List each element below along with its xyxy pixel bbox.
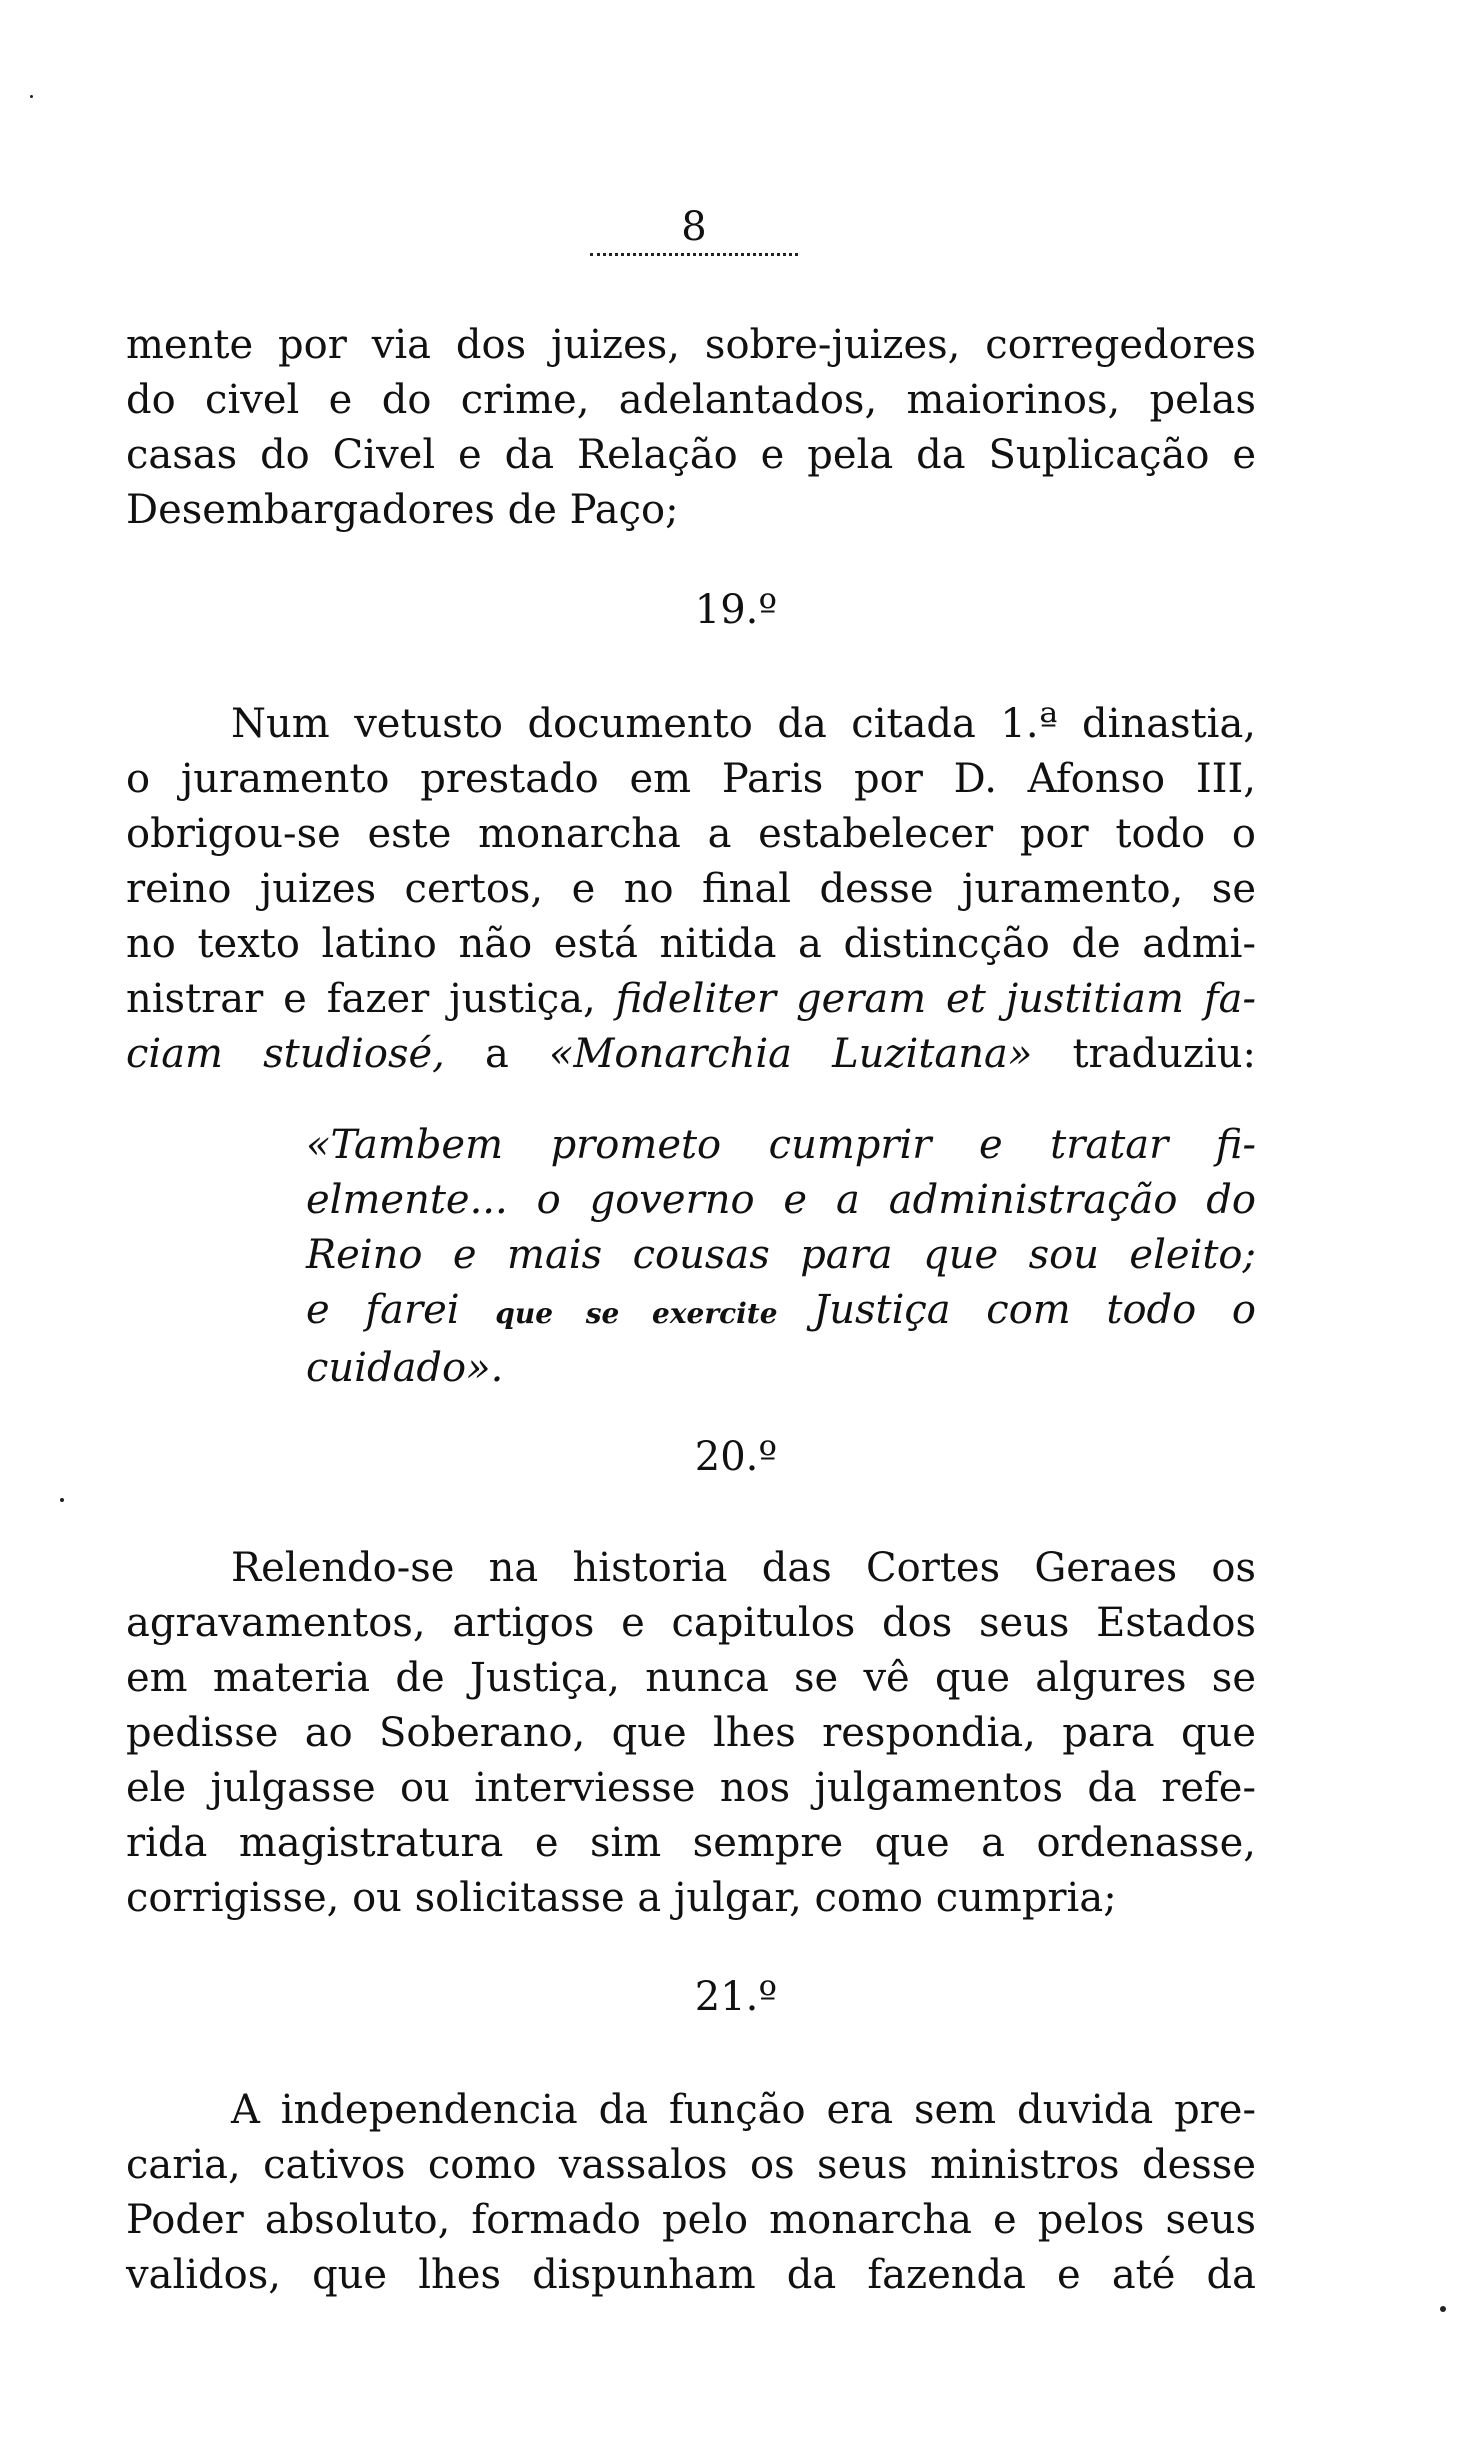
paragraph-line: obrigou-se este monarcha a estabelecer por todo o — [126, 811, 1256, 857]
paragraph-line: validos, que lhes dispunham da fazenda e até da — [126, 2252, 1256, 2298]
page-number-block — [590, 205, 798, 256]
paragraph-line: pedisse ao Soberano, que lhes respondia, para que — [126, 1710, 1256, 1756]
paragraph-line: Relendo-se na historia das Cortes Geraes os — [231, 1545, 1256, 1591]
paragraph-3 — [126, 1541, 1256, 1926]
page-number: 8 — [681, 204, 707, 250]
quote-run-small: que se exercite — [495, 1297, 778, 1330]
paragraph-line: em materia de Justiça, nunca se vê que algures se — [126, 1655, 1256, 1701]
text-run: nistrar e fazer justiça, — [126, 976, 596, 1022]
section-number-20: 20.º — [694, 1434, 778, 1480]
block-quote — [306, 1118, 1256, 1396]
quote-run: e farei — [306, 1287, 460, 1333]
paragraph-line: casas do Civel e da Relação e pela da Suplicação e — [126, 432, 1256, 478]
paragraph-line: do civel e do crime, adelantados, maiorinos, pelas — [126, 377, 1256, 423]
paragraph-line: caria, cativos como vassalos os seus ministros desse — [126, 2142, 1256, 2188]
section-number-19: 19.º — [694, 587, 778, 633]
quote-line: «Tambem prometo cumprir e tratar fi- — [306, 1122, 1256, 1168]
paragraph-line: agravamentos, artigos e capitulos dos seus Estados — [126, 1600, 1256, 1646]
text-run: traduziu: — [1072, 1031, 1256, 1077]
latin-quote: fideliter geram et justitiam fa- — [615, 976, 1257, 1022]
paragraph-line: ele julgasse ou interviesse nos julgamentos da refe- — [126, 1765, 1256, 1811]
page-number-rule — [590, 253, 798, 256]
quote-line-mixed — [306, 1283, 1256, 1341]
paragraph-line: rida magistratura e sim sempre que a ordenasse, — [126, 1820, 1256, 1866]
paragraph-line: A independencia da função era sem duvida pre- — [231, 2087, 1256, 2133]
quote-run: Justiça com todo o — [813, 1287, 1256, 1333]
paragraph-4 — [126, 2083, 1256, 2303]
paragraph-2 — [126, 697, 1256, 1082]
paragraph-line: reino juizes certos, e no final desse juramento, se — [126, 866, 1256, 912]
paragraph-line: no texto latino não está nitida a distincção de admi- — [126, 921, 1256, 967]
quote-line: cuidado». — [306, 1345, 504, 1391]
paragraph-line-mixed — [126, 1027, 1256, 1082]
print-speck — [60, 1498, 64, 1502]
paragraph-line-mixed — [126, 972, 1256, 1027]
paragraph-line: Num vetusto documento da citada 1.ª dinastia, — [231, 701, 1256, 747]
paragraph-1 — [126, 318, 1256, 538]
paragraph-line: Desembargadores de Paço; — [126, 487, 679, 533]
work-title: «Monarchia Luzitana» — [548, 1031, 1033, 1077]
text-run: a — [484, 1031, 509, 1077]
section-number-21: 21.º — [694, 1974, 778, 2020]
print-speck — [30, 95, 33, 98]
quote-line: Reino e mais cousas para que sou eleito; — [306, 1232, 1256, 1278]
paragraph-line: corrigisse, ou solicitasse a julgar, como cumpria; — [126, 1875, 1117, 1921]
latin-quote-end: ciam studiosé, — [126, 1031, 445, 1077]
paragraph-line: Poder absoluto, formado pelo monarcha e pelos seus — [126, 2197, 1256, 2243]
quote-line: elmente... o governo e a administração do — [306, 1177, 1256, 1223]
print-speck — [1440, 2306, 1446, 2312]
paragraph-line: mente por via dos juizes, sobre-juizes, corregedores — [126, 322, 1256, 368]
paragraph-line: o juramento prestado em Paris por D. Afonso III, — [126, 756, 1256, 802]
